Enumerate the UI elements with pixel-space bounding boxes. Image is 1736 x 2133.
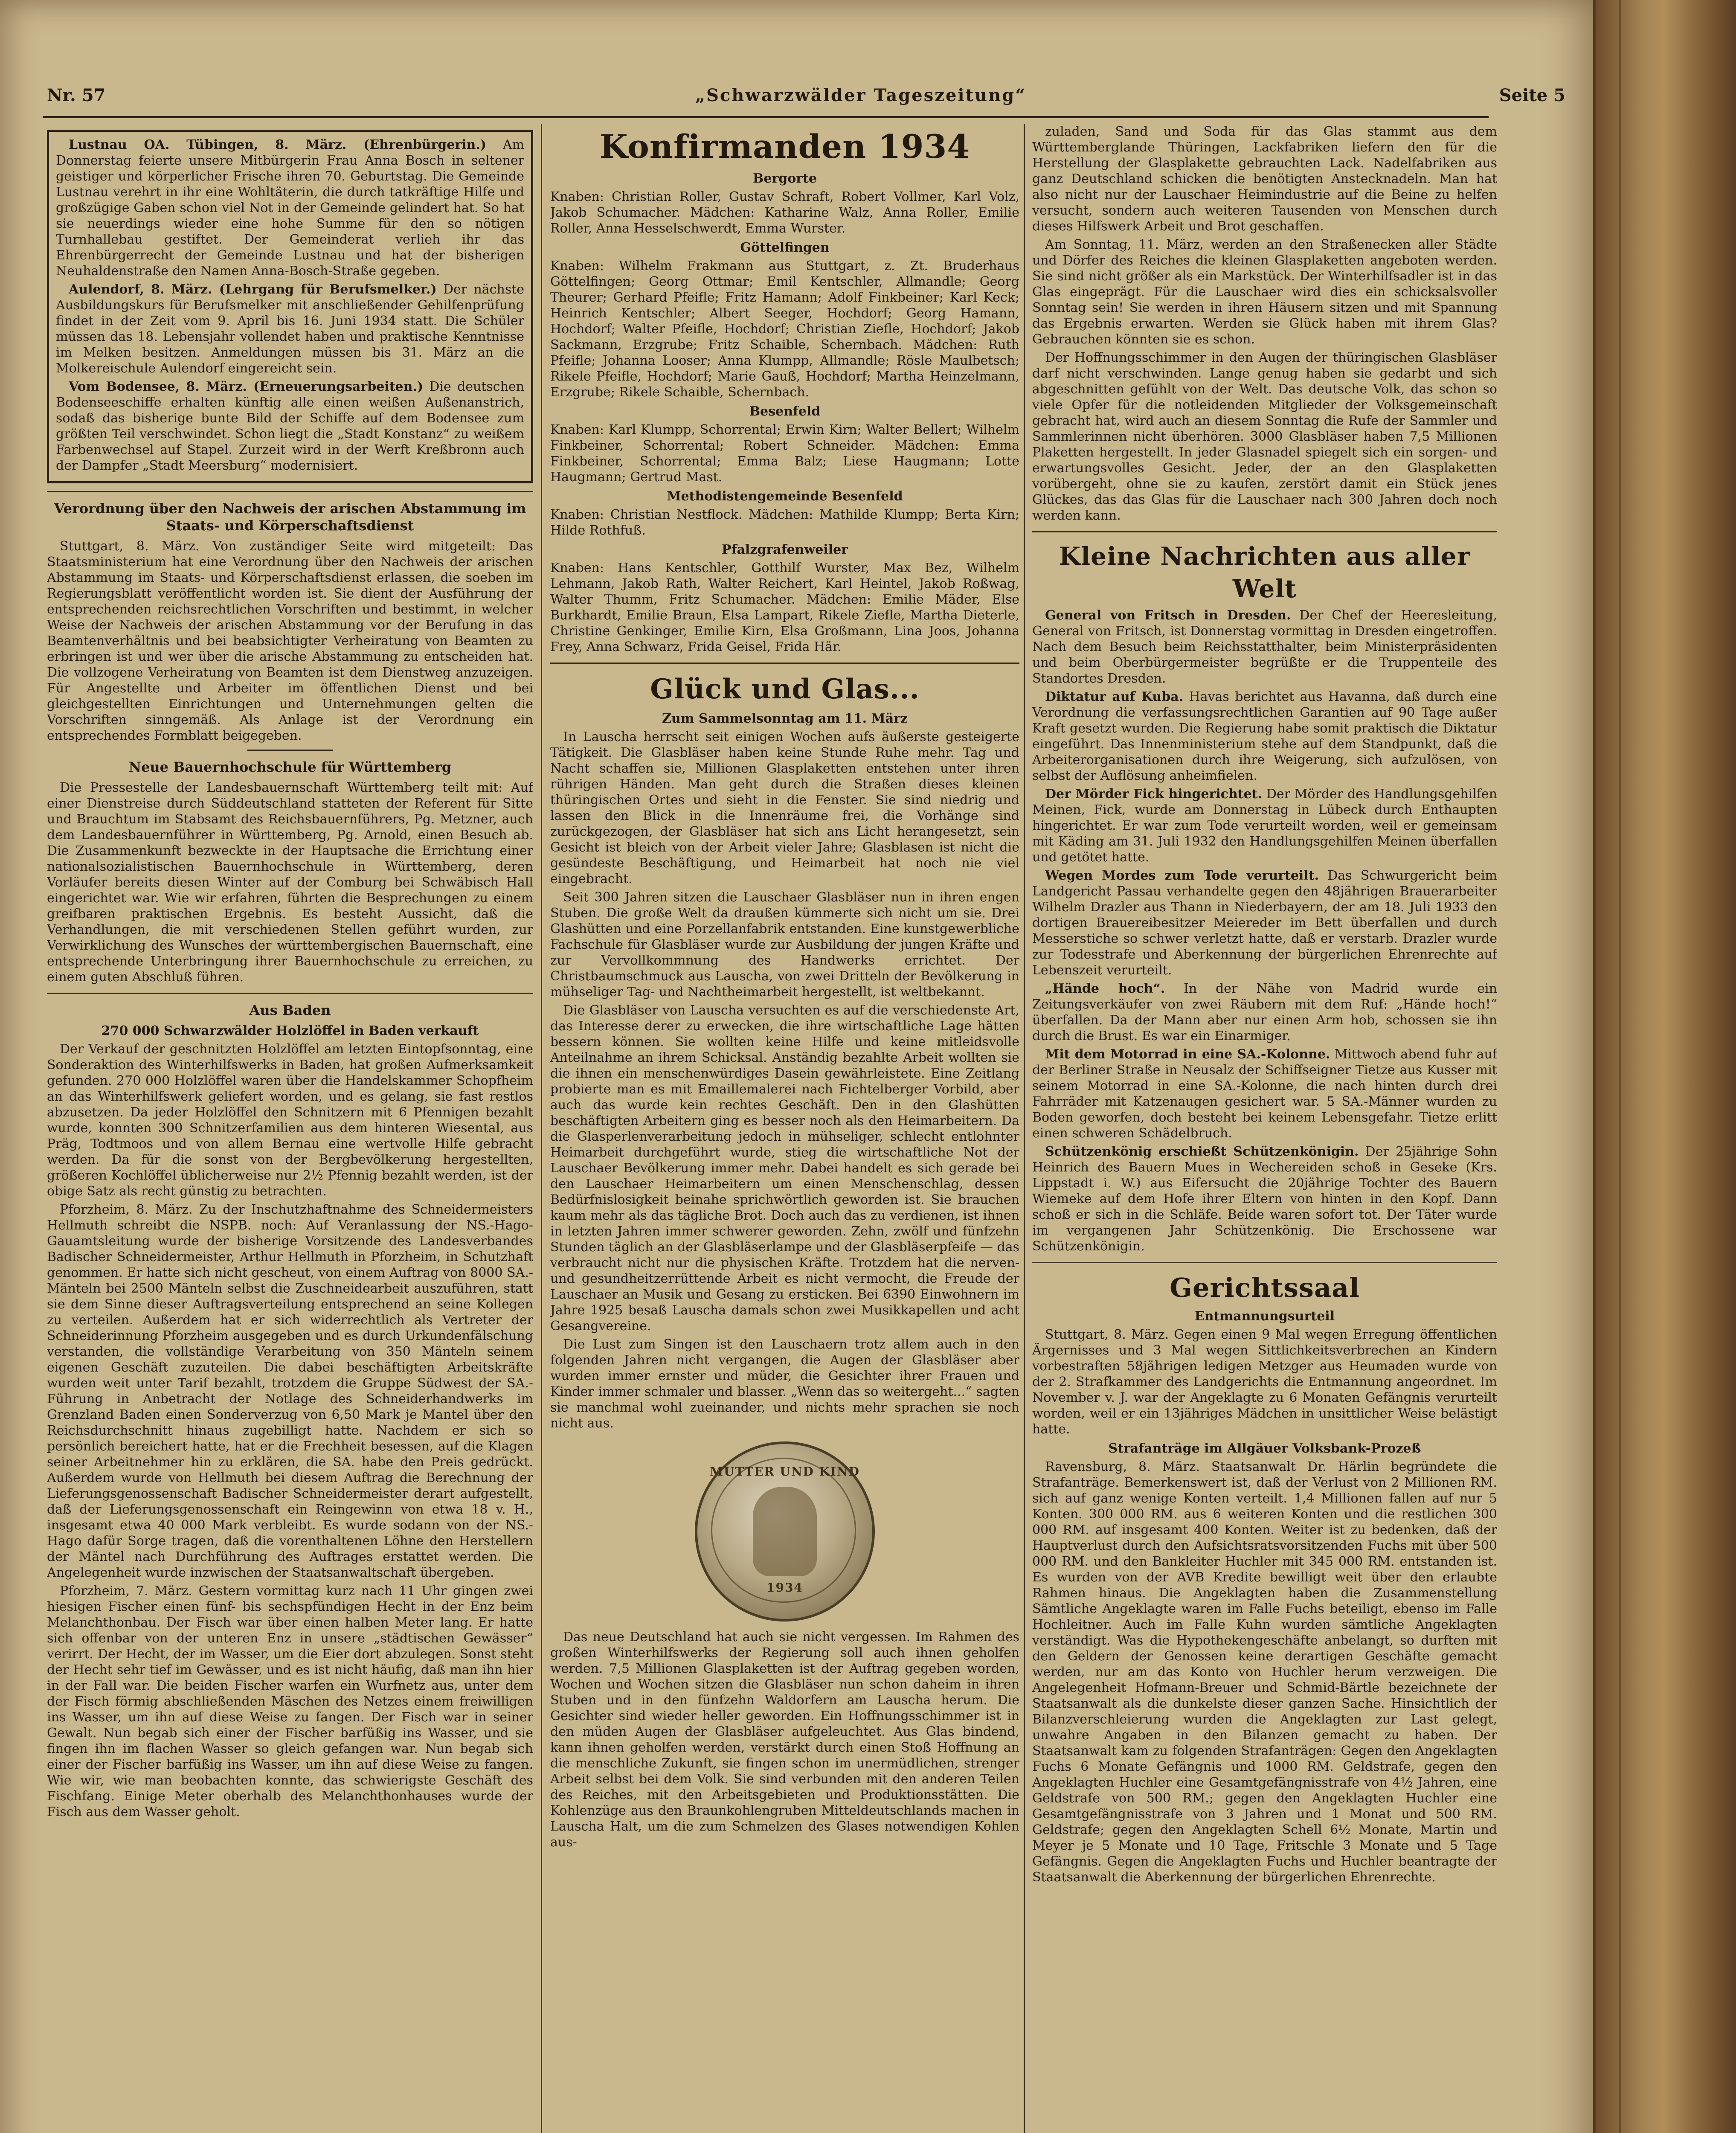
- local-news-box: [47, 130, 533, 483]
- group-place-heading: Besenfeld: [749, 404, 821, 419]
- headline-glueck-und-glas: Glück und Glas...: [650, 673, 920, 705]
- newspaper-title: „Schwarzwälder Tageszeitung“: [695, 85, 1027, 105]
- subheadline-allgaeuer: Strafanträge im Allgäuer Volksbank-Prozeß: [1108, 1441, 1421, 1456]
- section-divider: [1032, 1262, 1497, 1263]
- group-place-heading: Göttelfingen: [740, 240, 830, 255]
- news-text: Der 25jährige Sohn Heinrich des Bauern Mues in Wechereiden schoß in Geseke (Krs. Lippstadt i. W.) aus Eifersucht die 20jährige Tochter des Bauern Wiemeke auf dem Hofe ihrer Eltern von hinten in den Kopf. Dann schoß er sich in die Schläfe. Beide waren sofort tot. Der Täter wurde im vergangenen Jahr Schützenkönig. Die Erschossene war Schützenkönigin.: [1032, 1144, 1497, 1254]
- headline-bauernhochschule: Neue Bauernhochschule für Württemberg: [128, 759, 452, 775]
- column-3: [1032, 124, 1497, 2133]
- glass-plaque-image: [695, 1441, 875, 1622]
- group-names: Knaben: Christian Roller, Gustav Schraft, Robert Vollmer, Karl Volz, Jakob Schumacher. Mädchen: Katharine Walz, Anna Roller, Emilie Roller, Anna Hesselschwerdt, Emma Wurster.: [550, 189, 1019, 236]
- headline-aus-baden: Aus Baden: [249, 1002, 331, 1018]
- news-fritsch: [1032, 607, 1497, 686]
- article-lead: Lustnau OA. Tübingen, 8. März. (Ehrenbürgerin.): [69, 137, 486, 152]
- news-text: Das Schwurgericht beim Landgericht Passau verhandelte gegen den 48jährigen Brauerarbeiter Wilhelm Drazler aus Thann in Niederbayern, der am 18. Juli 1933 den dortigen Brauereibesitzer Meiereder im Bett überfallen und durch Messerstiche so schwer verletzt hatte, daß er verstarb. Drazler wurde zur Todesstrafe und Aberkennung der bürgerlichen Ehrenrechte auf Lebenszeit verurteilt.: [1032, 868, 1497, 978]
- plaque-inscription: MUTTER UND KIND: [710, 1465, 860, 1479]
- column-1: [47, 124, 533, 2133]
- news-haende-hoch: [1032, 981, 1497, 1044]
- headline-verordnung: Verordnung über den Nachweis der arischen Abstammung im Staats- und Körperschaftsdienst: [54, 500, 526, 534]
- column-rule-1: [541, 124, 542, 2133]
- news-fick: [1032, 786, 1497, 865]
- article-verordnung: Stuttgart, 8. März. Von zuständiger Seite wird mitgeteilt: Das Staatsministerium hat eine Verordnung über den Nachweis der arischen Abstammung im Staats- und Körperschaftsdienst erlassen, die soeben im Regierungsblatt veröffentlicht worden ist. Sie dient der Ausführung der entsprechenden reichsrechtlichen Vorschriften und bestimmt, in welcher Weise der Nachweis der arischen Abstammung vor der Berufung in das Beamtenverhältnis und bei beabsichtigter Verheiratung von Beamten zu erbringen ist und wer über die arische Abstammung zu entscheiden hat. Die vollzogene Verheiratung von Beamten ist dem Dienstweg anzuzeigen. Für Angestellte und Arbeiter im öffentlichen Dienst und bei gleichgestellten Einrichtungen und Unternehmungen gelten die Vorschriften sinngemäß. Als Anlage ist der Verordnung ein entsprechendes Formblatt beigegeben.: [47, 539, 533, 743]
- subheadline-entmannung: Entmannungsurteil: [1194, 1309, 1335, 1324]
- article-text: Am Donnerstag feierte unsere Mitbürgerin Frau Anna Bosch in seltener geistiger und körperlicher Frische ihren 70. Geburtstag. Die Gemeinde Lustnau verehrt in ihr eine Wohltäterin, die durch tatkräftige Hilfe und großzügige Gaben schon viel Not in der Gemeinde gelindert hat. So hat sie neuerdings wieder eine hohe Summe für den so nötigen Turnhallebau gestiftet. Der Gemeinderat verlieh ihr das Ehrenbürgerrecht der Gemeinde Lustnau und hat der bisherigen Neuhaldenstraße den Namen Anna-Bosch-Straße gegeben.: [56, 137, 524, 279]
- article-continuation: zuladen, Sand und Soda für das Glas stammt aus dem Württemberglande Thüringen, Lackfabriken liefern den für die Herstellung der Glasplakette gebrauchten Lack. Nadelfabriken aus ganz Deutschland schicken die benötigten Anstecknadeln. Man hat also nicht nur der Lauschaer Heimindustrie auf die Beine zu helfen versucht, sondern auch weiteren Tausenden von Menschen durch dieses Hilfswerk Arbeit und Brot geschaffen.: [1032, 124, 1497, 234]
- news-text: Der Chef der Heeresleitung, General von Fritsch, ist Donnerstag vormittag in Dresden eingetroffen. Nach dem Besuch beim Reichsstatthalter, beim Ministerpräsidenten und beim Oberbürgermeister begrüßte er die Truppenteile des Standortes Dresden.: [1032, 608, 1497, 686]
- mother-child-figure: [753, 1487, 817, 1576]
- news-lead: Diktatur auf Kuba.: [1045, 689, 1184, 704]
- section-divider: [1032, 531, 1497, 532]
- group-place-heading: Pfalzgrafenweiler: [722, 542, 848, 557]
- news-motorrad: [1032, 1046, 1497, 1141]
- article-text: Die deutschen Bodenseeschiffe erhalten künftig alle einen weißen Außenanstrich, sodaß das bisherige bunte Bild der Schiffe auf dem Bodensee zum größten Teil verschwindet. Schon liegt die „Stadt Konstanz“ zu weißem Farbenwechsel auf Stapel. Zurzeit wird in der Werft Kreßbronn auch der Dampfer „Stadt Meersburg“ modernisiert.: [56, 379, 524, 473]
- article-paragraph: Der Hoffnungsschimmer in den Augen der thüringischen Glasbläser darf nicht verschwinden. Lange genug haben sie gedarbt und sich abgeschnitten gefühlt von der Welt. Das deutsche Volk, das schon so viele Opfer für die notleidenden Mitglieder der Volksgemeinschaft gebracht hat, wird auch an diesem Sonntag die Rufe der Sammler und Sammlerinnen nicht überhören. 3000 Glasbläser haben 7,5 Millionen Plaketten hergestellt. In jeder Glasnadel spiegelt sich ein sorgen- und erwartungsvolles Gesicht. Jeder, der an den Glasplaketten vorübergeht, ohne sie zu kaufen, zerstört damit ein Stück jenes Glückes, das das Glas für die Lauschaer nach 300 Jahren doch noch werden kann.: [1032, 350, 1497, 523]
- header-rule: [43, 116, 1489, 118]
- headline-kleine-nachrichten: Kleine Nachrichten aus aller Welt: [1059, 542, 1471, 603]
- group-place-heading: Methodistengemeinde Besenfeld: [667, 489, 903, 504]
- article-pforzheim-2: Pforzheim, 7. März. Gestern vormittag kurz nach 11 Uhr gingen zwei hiesigen Fischer einen fünf- bis sechspfündigen Hecht in der Enz beim Melanchthonbau. Der Fisch war über einen halben Meter lang. Er hatte sich offenbar von der unteren Enz in unsere „städtischen Gewässer“ verirrt. Der Hecht, der im Wasser, um die Eier dort abzulegen. Sonst steht der Hecht sehr tief im Gewässer, und es ist nicht häufig, daß man ihn hier in der Fall war. Die beiden Fischer warfen ein Wurfnetz aus, unter dem der Fisch förmig abschließenden Mäschen des Netzes einem freiwilligen ins Wasser, um ihn auf diese Weise zu fangen. Der Fisch war in seiner Gewalt. Nun begab sich einer der Fischer barfüßig ins Wasser, und sie fingen ihn im flachen Wasser so gleich gefangen war. Nun begab sich einer der Fischer barfüßig ins Wasser, um ihn auf diese Weise zu fangen. Wie wir, wie man beobachten konnte, das schwierigste Geschäft des Fischfang. Einige Meter oberhalb des Melanchthonhauses wurde der Fisch aus dem Wasser geholt.: [47, 1584, 533, 1819]
- group-place-heading: Bergorte: [753, 171, 817, 186]
- group-names: Knaben: Hans Kentschler, Gotthilf Wurster, Max Bez, Wilhelm Lehmann, Jakob Rath, Walter Reichert, Karl Heintel, Jakob Roßwag, Walter Thumm, Fritz Schumacher. Mädchen: Emilie Mäder, Else Burkhardt, Emilie Braun, Elsa Lampart, Rikele Ziefle, Martha Dieterle, Christine Genkinger, Emilie Kirn, Elsa Großmann, Lina Joos, Johanna Frey, Anna Schwarz, Frida Geisel, Frida Här.: [550, 561, 1019, 654]
- news-schuetzen: [1032, 1144, 1497, 1254]
- article-lead: Vom Bodensee, 8. März. (Erneuerungsarbeiten.): [69, 379, 424, 394]
- article-bauernhochschule: Die Pressestelle der Landesbauernschaft Württemberg teilt mit: Auf einer Dienstreise durch Süddeutschland statteten der Referent für Sitte und Brauchtum im Stabsamt des Reichsbauernführers, Pg. Metzner, auch dem Landesbauernführer in Württemberg, Pg. Arnold, einen Besuch ab. Die Zusammenkunft bezweckte in der Hauptsache die Errichtung einer nationalsozialistischen Bauernhochschule in Württemberg, deren Vorläufer bereits diesen Winter auf der Comburg bei Schwäbisch Hall eingerichtet war. Wie wir erfahren, führten die Besprechungen zu einem greifbaren praktischen Ergebnis. Es besteht Aussicht, daß die Verhandlungen, die mit verschiedenen Stellen geführt wurden, zur Verwirklichung des Wunsches der württembergischen Bauernschaft, eine entsprechende Unterbringung ihrer Bauernhochschule zu erreichen, zu einem guten Abschluß führen.: [47, 780, 533, 985]
- section-divider: [47, 491, 533, 492]
- news-text: In der Nähe von Madrid wurde ein Zeitungsverkäufer von zwei Räubern mit dem Ruf: „Hände hoch!“ überfallen. Da der Mann aber nur einen Arm hob, schossen sie ihn durch die Brust. Es war ein Einarmiger.: [1032, 981, 1497, 1043]
- subheadline-sammelsonntag: Zum Sammelsonntag am 11. März: [662, 711, 908, 726]
- article-paragraph: Die Lust zum Singen ist den Lauschaern trotz allem auch in den folgenden Jahren nicht vergangen, die Augen der Glasbläser aber wurden immer ernster und müder, die Gesichter ihrer Frauen und Kinder immer schmaler und blasser. „Wenn das so weitergeht...“ sagten sie manchmal wohl zueinander, und nichts mehr sprachen sie noch nicht aus.: [550, 1337, 1019, 1431]
- column-2: [550, 124, 1019, 2133]
- news-lead: General von Fritsch in Dresden.: [1045, 608, 1291, 623]
- article-allgaeuer: Ravensburg, 8. März. Staatsanwalt Dr. Härlin begründete die Strafanträge. Bemerkenswert ist, daß der Verlust von 2 Millionen RM. sich auf ganz wenige Konten verteilt. 1,4 Millionen fallen auf nur 5 Konten. 300 000 RM. aus 6 weiteren Konten und die restlichen 300 000 RM. auf insgesamt 400 Konten. Weiter ist zu bedenken, daß der Hauptverlust durch den Aufsichtsratsvorsitzenden Fuchs mit über 500 000 RM. und den Bankleiter Huchler mit 345 000 RM. entstanden ist. Es wurden von der AVB Kredite bewilligt weit über den erlaubte Rahmen hinaus. Die Angeklagten haben die Zusammenstellung Sämtliche Angeklagte waren im Falle Fuchs beteiligt, ebenso im Falle Hochleitner. Auch im Falle Kuhn wurden sämtliche Angeklagten verständigt. Was die Hypothekengeschäfte anbelangt, so durften mit den Geldern der Genossen keine derartigen Geschäfte gemacht werden, nur am das Konto von Huchler herum verzweigen. Die Angelegenheit Hofmann-Breuer und Schmid-Bärtle bezeichnete der Staatsanwalt als die dunkelste dieser ganzen Sache. Hinsichtlich der Bilanzverschleierung wurden die Angeklagten zur Last gelegt, unwahre Angaben in den Bilanzen gemacht zu haben. Der Staatsanwalt kam zu folgenden Strafanträgen: Gegen den Angeklagten Fuchs 6 Monate Gefängnis und 1000 RM. Geldstrafe, gegen den Angeklagten Huchler eine Gesamtgefängnisstrafe von 4½ Jahren, eine Geldstrafe von 500 RM.; gegen den Angeklagten Huchler eine Gesamtgefängnisstrafe von 3 Jahren und 1 Monat und 500 RM. Geldstrafe; gegen den Angeklagten Schell 6½ Monate, Martin und Meyer je 5 Monate und 10 Tage, Fritschle 3 Monate und 5 Tage Gefängnis. Gegen die Angeklagten Fuchs und Huchler beantragte der Staatsanwalt die Aberkennung der bürgerlichen Ehrenrechte.: [1032, 1459, 1497, 1885]
- news-lead: Mit dem Motorrad in eine SA.-Kolonne.: [1045, 1047, 1330, 1062]
- page-number: Seite 5: [1499, 85, 1565, 105]
- news-lead: Schützenkönig erschießt Schützenkönigin.: [1045, 1144, 1359, 1159]
- article-paragraph: Am Sonntag, 11. März, werden an den Straßenecken aller Städte und Dörfer des Reiches die kleinen Glasplaketten angeboten werden. Sie sind nicht größer als ein Markstück. Der Winterhilfsadler ist in das Glas eingeprägt. Für die Lauschaer wird dies ein schicksalsvoller Sonntag sein! Sie werden in ihren Häusern sitzen und mit Spannung das Ergebnis erwarten. Werden sie Glück haben mit ihrem Glas? Gebrauchen könnten sie es schon.: [1032, 237, 1497, 347]
- news-lead: Wegen Mordes zum Tode verurteilt.: [1045, 868, 1319, 883]
- article-entmannung: Stuttgart, 8. März. Gegen einen 9 Mal wegen Erregung öffentlichen Ärgernisses und 3 Mal wegen Sittlichkeitsverbrechen an Kindern vorbestraften 58jährigen ledigen Metzger aus Heumaden wurde von der 2. Strafkammer des Landgerichts die Entmannung angeordnet. Im November v. J. war der Angeklagte zu 6 Monaten Gefängnis verurteilt worden, weil er ein 13jähriges Mädchen in unsittlicher Weise belästigt hatte.: [1032, 1327, 1497, 1437]
- group-names: Knaben: Karl Klumpp, Schorrental; Erwin Kirn; Walter Bellert; Wilhelm Finkbeiner, Schorrental; Robert Schneider. Mädchen: Emma Finkbeiner, Schorrental; Emma Balz; Liese Haugmann; Lotte Haugmann; Gertrud Mast.: [550, 422, 1019, 485]
- headline-konfirmanden: Konfirmanden 1934: [599, 128, 970, 166]
- plaque-year: 1934: [766, 1581, 803, 1595]
- group-names: Knaben: Wilhelm Frakmann aus Stuttgart, z. Zt. Bruderhaus Göttelfingen; Georg Ottmar; Emil Kentschler, Allmandle; Georg Theurer; Gerhard Pfeifle; Fritz Hamann; Adolf Finkbeiner; Karl Keck; Heinrich Kentschler; Albert Seeger, Hochdorf; Georg Hamann, Hochdorf; Walter Pfeifle, Hochdorf; Christian Ziefle, Hochdorf; Jakob Sackmann, Erzgrube; Fritz Schaible, Schernbach. Mädchen: Ruth Pfeifle; Johanna Looser; Anna Klumpp, Allmandle; Rösle Maulbetsch; Rikele Pfeifle, Hochdorf; Marie Gauß, Hochdorf; Martha Heinzelmann, Erzgrube; Rikele Schaible, Schernbach.: [550, 259, 1019, 400]
- headline-gerichtssaal: Gerichtssaal: [1170, 1272, 1360, 1303]
- news-text: Mittwoch abend fuhr auf der Berliner Straße in Neusalz der Schiffseigner Tietze aus Kusser mit seinem Motorrad in eine SA.-Kolonne, die nach hinten durch drei Fahrräder mit Katzenaugen gesichert war. 5 SA.-Männer wurden zu Boden geworfen, doch besteht bei keinem Lebensgefahr. Tietze erlitt einen schweren Schädelbruch.: [1032, 1047, 1497, 1141]
- news-text: Havas berichtet aus Havanna, daß durch eine Verordnung die verfassungsrechtlichen Garantien auf 90 Tage außer Kraft gesetzt wurden. Die Regierung habe somit praktisch die Diktatur eingeführt. Das Innenministerium stehe auf dem Standpunkt, daß die Arbeiterorganisationen durch ihre Weigerung, sich aufzulösen, von selbst der Auflösung anheimfielen.: [1032, 689, 1497, 783]
- group-names: Knaben: Christian Nestflock. Mädchen: Mathilde Klumpp; Berta Kirn; Hilde Rothfuß.: [550, 507, 1019, 538]
- page-header: [47, 85, 1591, 111]
- subheadline-holzloeffel: 270 000 Schwarzwälder Holzlöffel in Baden verkauft: [101, 1023, 479, 1038]
- news-lead: Der Mörder Fick hingerichtet.: [1045, 787, 1263, 802]
- article-aulendorf: [56, 282, 524, 376]
- news-text: Der Mörder des Handlungsgehilfen Meinen, Fick, wurde am Donnerstag in Lübeck durch Enthaupten hingerichtet. Er war zum Tode verurteilt worden, weil er gemeinsam mit Käding am 31. Juli 1932 den Handlungsgehilfen Meinen überfallen und getötet hatte.: [1032, 787, 1497, 865]
- article-holzloeffel: Der Verkauf der geschnitzten Holzlöffel am letzten Eintopfsonntag, eine Sonderaktion des Winterhilfswerks in Baden, hat großen Aufmerksamkeit gefunden. 270 000 Holzlöffel waren über die Handelskammer Schopfheim an das Winterhilfswerk geliefert worden, und es gelang, sie fast restlos abzusetzen. Da jeder Holzlöffel den Schnitzern mit 6 Pfennigen bezahlt wurde, konnten 300 Schnitzerfamilien aus dem hinteren Wiesental, aus Präg, Todtmoos und von allem Bernau eine wertvolle Hilfe gebracht werden. Da für die sonst von der Bergbevölkerung hergestellten, größeren Kochlöffel üblicherweise nur 2½ Pfennig bezahlt werden, ist der obige Satz als recht günstig zu betrachten.: [47, 1042, 533, 1199]
- short-divider: [247, 750, 333, 751]
- article-paragraph: Die Glasbläser von Lauscha versuchten es auf die verschiedenste Art, das Interesse derer zu erwecken, die ihre wirtschaftliche Lage hätten bessern können. Sie wollten keine Hilfe und keine mitleidsvolle Anteilnahme an ihrem Schicksal. Anständig bezahlte Arbeit wollten sie die ihnen ein menschenwürdiges Dasein gewährleistete. Eine Zeitlang probierte man es mit Emaillemalerei nach Fichtelberger Vorbild, aber auch das wurde kein rechtes Geschäft. Den in den Glashütten beschäftigten Arbeitern ging es besser noch als den Heimarbeitern. Da die Glasperlenverarbeitung jedoch in mühseliger, schlecht entlohnter Heimarbeit durchgeführt wurde, stieg die wirtschaftliche Not der Lauschaer Bevölkerung immer mehr. Dabei handelt es sich gerade bei den Lauschaer Heimarbeitern um einen Menschenschlag, dessen Bedürfnislosigkeit beinahe sprichwörtlich geworden ist. Sie brauchen kaum mehr als das tägliche Brot. Doch auch das zu verdienen, ist ihnen in letzten Jahren immer schwerer geworden. Zehn, zwölf und fünfzehn Stunden täglich an der Glasbläserlampe und der Glasbläserpfeife — das verbraucht nicht nur die physischen Kräfte. Trotzdem hat die nerven- und gesundheitzerrüttende Arbeit es nicht vermocht, die Freude der Lauschaer an Musik und Gesang zu ersticken. Bei 6390 Einwohnern im Jahre 1925 besaß Lauscha damals schon zwei Musikkapellen und acht Gesangvereine.: [550, 1003, 1019, 1334]
- article-paragraph: In Lauscha herrscht seit einigen Wochen aufs äußerste gesteigerte Tätigkeit. Die Glasbläser haben keine Stunde Ruhe mehr. Tag und Nacht schaffen sie, Millionen Glasplaketten entstehen unter ihren rührigen Händen. Man geht durch die Straßen dieses kleinen thüringischen Ortes und sieht in die Fenster. Sie sind niedrig und lassen den Blick in die Innenräume frei, die Vorhänge sind zurückgezogen, der Glasbläser hat sich ans Licht herangesetzt, sein Gesicht ist bleich von der Arbeit vieler Jahre; Glasblasen ist nicht die gesündeste Beschäftigung, und Heimarbeit hat noch nie viel eingebracht.: [550, 729, 1019, 886]
- section-divider: [47, 993, 533, 994]
- article-paragraph: Seit 300 Jahren sitzen die Lauschaer Glasbläser nun in ihren engen Stuben. Die große Welt da draußen kümmerte sich nicht um sie. Drei Glashütten und eine Porzellanfabrik entstanden. Eine kunstgewerbliche Fachschule für Glasbläser wurde zur Ausbildung der jungen Kräfte und zur Vervollkommnung des Handwerks errichtet. Der Christbaumschmuck aus Lauscha, von zwei Dritteln der Bevölkerung in mühseliger Tag- und Nachtheimarbeit hergestellt, ist weltbekannt.: [550, 890, 1019, 1000]
- article-lustnau: [56, 137, 524, 279]
- news-lead: „Hände hoch“.: [1045, 981, 1165, 996]
- article-pforzheim-1: Pforzheim, 8. März. Zu der Inschutzhaftnahme des Schneidermeisters Hellmuth schreibt die NSPB. noch: Auf Veranlassung der NS.-Hago-Gauamtsleitung wurde der bisherige Vorsitzende des Landesverbandes Badischer Schneidermeister, Arthur Hellmuth in Pforzheim, in Schutzhaft genommen. Er hatte sich nicht gescheut, von einem Auftrag von 8000 SA.-Mänteln bei 2500 Mänteln selbst die Zuschneidearbeit auszuführen, statt sie dem Sinne dieser Auftragsverteilung entsprechend an seine Kollegen zu verteilen. Außerdem hat er sich widerrechtlich als Vertreter der Schneiderinnung Pforzheim ausgegeben und es durch Urkundenfälschung verstanden, die vollständige Verarbeitung von 350 Mänteln seinem eigenen Geschäft zuzuteilen. Die dabei beschäftigten Arbeitskräfte wurden weit unter Tarif bezahlt, trotzdem die Gruppe Südwest der SA.-Führung in Anbetracht der Notlage des Schneiderhandwerks im Grenzland Baden einen Sonderverzug von 6,50 Mark je Mantel über den Reichsdurchschnitt hinaus zugebilligt hatte. Nachdem er sich so persönlich bereichert hatte, hat er die Frechheit besessen, auf die Klagen seiner Arbeitnehmer hin zu erklären, die SA. habe den Preis gedrückt. Außerdem wurde von Hellmuth bei diesem Auftrag die Berechnung der Lieferungsgenossenschaft Badischer Schneidermeister derart aufgestellt, daß der Lieferungsgenossenschaft ein Reingewinn von etwa 18 v. H., insgesamt etwa 40 000 Mark verbleibt. Es wurde sodann von der NS.-Hago dafür Sorge tragen, daß die vorenthaltenen Löhne den Herstellern der Mäntel nach Durchführung des Auftrages erstattet werden. Die Angelegenheit wurde inzwischen der Staatsanwaltschaft übergeben.: [47, 1202, 533, 1580]
- confirmands-list: [550, 171, 1019, 655]
- binding-edge: [1593, 0, 1596, 2133]
- article-bodensee: [56, 379, 524, 474]
- news-kuba: [1032, 689, 1497, 784]
- news-mord: [1032, 868, 1497, 978]
- article-paragraph: Das neue Deutschland hat auch sie nicht vergessen. Im Rahmen des großen Winterhilfswerks der Regierung soll auch ihnen geholfen werden. 7,5 Millionen Glasplaketten ist der Auftrag gegeben worden, Wochen und Wochen sitzen die Glasbläser nun schon daheim in ihren Stuben und in den fünfzehn Waldorfern am Lauscha herum. Die Gesichter sind wieder heller geworden. Ein Hoffnungsschimmer ist in den müden Augen der Glasbläser aufgeleuchtet. Aus Glas bindend, kann ihnen geholfen werden, verstärkt durch einen Stoß Hoffnung an die menschliche Zukunft, sie fingen schon im unermüdlichen, strenger Arbeit selbst bei dem Volk. Sie sind verbunden mit den anderen Teilen des Reiches, mit den Arbeitsgebieten und Produktionsstätten. Die Kohlenzüge aus den Braunkohlengruben Mitteldeutschlands machen in Lauscha Halt, um die zum Schmelzen des Glases notwendigen Kohlen aus-: [550, 1630, 1019, 1850]
- column-rule-2: [1024, 124, 1025, 2133]
- article-text: Der nächste Ausbildungskurs für Berufsmelker mit anschließender Gehilfenprüfung findet in der Zeit vom 9. April bis 16. Juni 1934 statt. Die Schüler müssen das 18. Lebensjahr vollendet haben und praktische Kenntnisse im Melken besitzen. Anmeldungen müssen bis 31. März an die Molkereischule Aulendorf eingereicht sein.: [56, 282, 524, 376]
- binding-edge: [1619, 0, 1621, 2133]
- section-divider: [550, 663, 1019, 664]
- issue-number: Nr. 57: [47, 85, 106, 105]
- book-binding: [1593, 0, 1736, 2133]
- article-lead: Aulendorf, 8. März. (Lehrgang für Berufsmelker.): [69, 282, 437, 297]
